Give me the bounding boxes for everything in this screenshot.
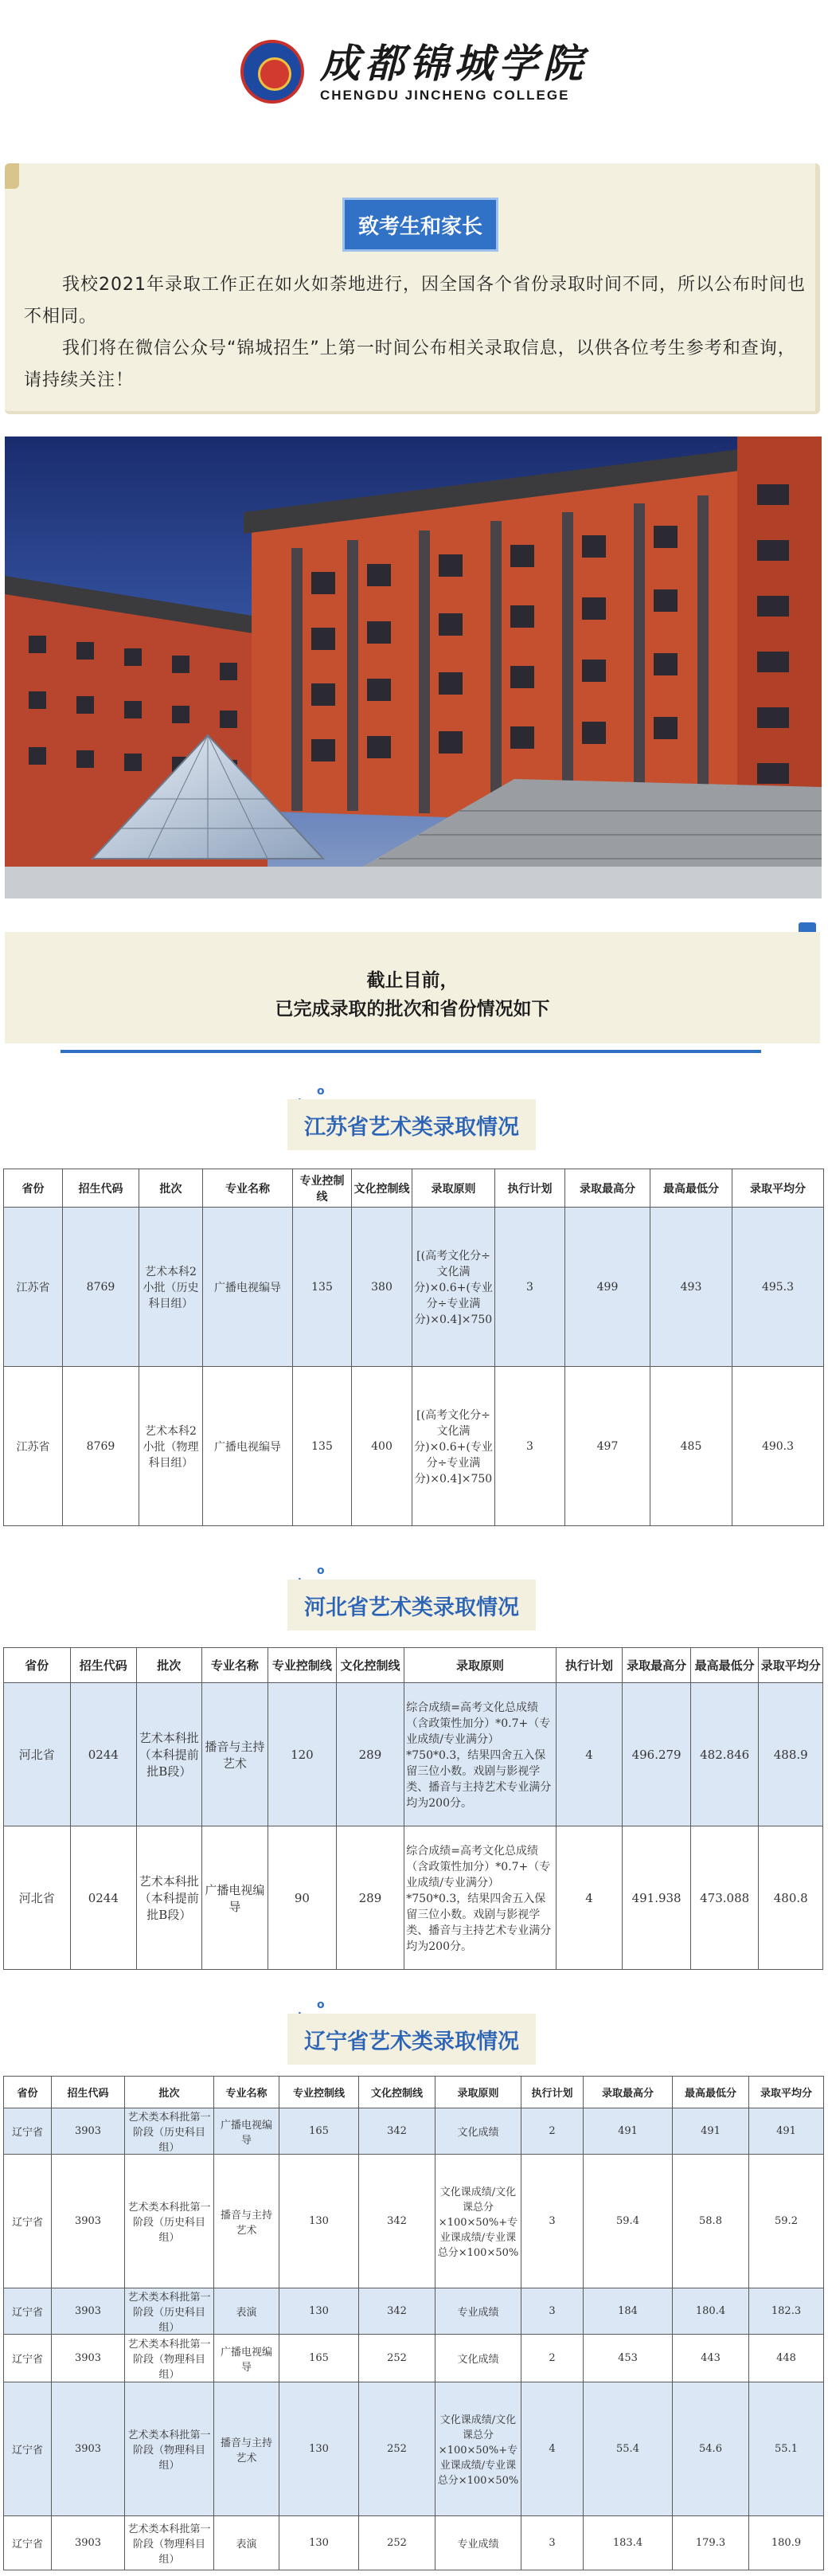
table-cell: 491: [749, 2108, 824, 2155]
table-cell: 120: [268, 1683, 337, 1826]
table-cell: 252: [359, 2335, 435, 2382]
table-cell: 135: [293, 1208, 352, 1367]
table-row: [4, 1208, 824, 1367]
table-cell: 3903: [52, 2335, 125, 2382]
table-cell: 艺术类本科批第一阶段（历史科目组）: [125, 2108, 214, 2155]
header-cell: 录取原则: [435, 2077, 521, 2108]
table-cell: 3903: [52, 2516, 125, 2570]
table-cell: 播音与主持艺术: [201, 1683, 268, 1826]
header-cell: 专业控制线: [268, 1648, 337, 1683]
table-cell: 380: [352, 1208, 412, 1367]
table-cell: 3903: [52, 2288, 125, 2335]
table-cell: 488.9: [759, 1683, 823, 1826]
table-cell: 495.3: [732, 1208, 824, 1367]
table-cell: 3903: [52, 2382, 125, 2516]
table-cell: 广播电视编导: [203, 1208, 293, 1367]
header-cell: 批次: [139, 1169, 203, 1208]
table-cell: 3: [521, 2516, 584, 2570]
table-cell: 342: [359, 2155, 435, 2288]
table-cell: 2: [521, 2108, 584, 2155]
header-cell: 执行计划: [495, 1169, 565, 1208]
table-cell: 艺术本科2小批（历史科目组）: [139, 1208, 203, 1367]
table-cell: 文化成绩: [435, 2335, 521, 2382]
table-cell: 8769: [63, 1208, 139, 1367]
table-cell: 130: [279, 2288, 359, 2335]
header-cell: 文化控制线: [359, 2077, 435, 2108]
header-cell: 省份: [4, 1648, 71, 1683]
table-cell: 辽宁省: [4, 2382, 52, 2516]
table-cell: 400: [352, 1367, 412, 1526]
table-cell: [(高考文化分÷文化满分)×0.6+(专业分÷专业满分)×0.4]×750: [412, 1367, 495, 1526]
table-cell: 289: [336, 1683, 404, 1826]
header-cell: 批次: [137, 1648, 202, 1683]
table-row: [4, 2108, 824, 2155]
header-cell: 录取最高分: [623, 1648, 691, 1683]
table-cell: 播音与主持艺术: [214, 2155, 279, 2288]
header-cell: 录取平均分: [759, 1648, 823, 1683]
status-divider: [61, 1050, 761, 1053]
table-cell: 河北省: [4, 1826, 71, 1970]
notice-card: [5, 163, 820, 414]
table-cell: 3: [521, 2155, 584, 2288]
notice-title: 致考生和家长: [342, 198, 498, 252]
table-cell: 480.8: [759, 1826, 823, 1970]
header-cell: 批次: [125, 2077, 214, 2108]
table-cell: 342: [359, 2108, 435, 2155]
table-cell: 艺术本科批（本科提前批B段）: [137, 1683, 202, 1826]
table-cell: 3: [495, 1208, 565, 1367]
table-cell: 491: [673, 2108, 749, 2155]
header-cell: 录取平均分: [749, 2077, 824, 2108]
header-cell: 招生代码: [63, 1169, 139, 1208]
table-cell: 艺术类本科批第一阶段（物理科目组）: [125, 2382, 214, 2516]
college-header: [0, 0, 828, 143]
circle-decoration-icon: o: [317, 1085, 325, 1098]
table-cell: 130: [279, 2155, 359, 2288]
table-row: [4, 2288, 824, 2335]
campus-building-photo: [5, 437, 822, 898]
table-cell: 0244: [70, 1826, 137, 1970]
header-cell: 录取原则: [404, 1648, 557, 1683]
table-cell: 55.4: [584, 2382, 673, 2516]
table-row: [4, 2155, 824, 2288]
header-cell: 专业名称: [201, 1648, 268, 1683]
table-cell: 播音与主持艺术: [214, 2382, 279, 2516]
table-cell: 江苏省: [4, 1208, 63, 1367]
table-cell: 252: [359, 2516, 435, 2570]
table-cell: 497: [565, 1367, 650, 1526]
table-header-row: [4, 1169, 824, 1208]
table-cell: 辽宁省: [4, 2108, 52, 2155]
table-cell: 广播电视编导: [201, 1826, 268, 1970]
table-row: [4, 2382, 824, 2516]
table-cell: 河北省: [4, 1683, 71, 1826]
table-cell: 130: [279, 2516, 359, 2570]
status-line-2: 已完成录取的批次和省份情况如下: [275, 999, 550, 1020]
table-cell: 453: [584, 2335, 673, 2382]
header-cell: 执行计划: [556, 1648, 623, 1683]
table-cell: 342: [359, 2288, 435, 2335]
header-cell: 最高最低分: [673, 2077, 749, 2108]
header-cell: 专业名称: [203, 1169, 293, 1208]
table-cell: 4: [556, 1826, 623, 1970]
table-cell: 4: [521, 2382, 584, 2516]
table-cell: 496.279: [623, 1683, 691, 1826]
table-cell: 4: [556, 1683, 623, 1826]
header-cell: 招生代码: [52, 2077, 125, 2108]
table-cell: 0244: [70, 1683, 137, 1826]
table-cell: 165: [279, 2335, 359, 2382]
table-cell: 90: [268, 1826, 337, 1970]
table-row: [4, 1683, 823, 1826]
table-cell: 180.4: [673, 2288, 749, 2335]
table-cell: 艺术类本科批第一阶段（历史科目组）: [125, 2288, 214, 2335]
table-cell: 8769: [63, 1367, 139, 1526]
table-cell: 广播电视编导: [203, 1367, 293, 1526]
header-cell: 专业名称: [214, 2077, 279, 2108]
header-cell: 省份: [4, 2077, 52, 2108]
liaoning-section-title: 辽宁省艺术类录取情况: [287, 2014, 536, 2065]
table-cell: 辽宁省: [4, 2335, 52, 2382]
table-cell: 艺术本科2小批（物理科目组）: [139, 1367, 203, 1526]
liaoning-admission-table: [3, 2076, 824, 2570]
header-cell: 最高最低分: [690, 1648, 759, 1683]
status-line-1: 截止目前，: [366, 970, 459, 991]
table-cell: 59.2: [749, 2155, 824, 2288]
table-cell: 辽宁省: [4, 2288, 52, 2335]
hebei-section-title: 河北省艺术类录取情况: [287, 1580, 536, 1631]
table-cell: 艺术类本科批第一阶段（物理科目组）: [125, 2335, 214, 2382]
table-cell: 59.4: [584, 2155, 673, 2288]
header-cell: 录取原则: [412, 1169, 495, 1208]
table-cell: 综合成绩=高考文化总成绩（含政策性加分）*0.7+（专业成绩/专业满分）*750*0.3，结果四舍五入保留三位小数。戏剧与影视学类、播音与主持艺术专业满分均为200分。: [404, 1683, 557, 1826]
logo-english-name: CHENGDU JINCHENG COLLEGE: [320, 88, 570, 103]
table-cell: 448: [749, 2335, 824, 2382]
table-cell: 艺术本科批（本科提前批B段）: [137, 1826, 202, 1970]
table-cell: 文化成绩: [435, 2108, 521, 2155]
table-cell: 表演: [214, 2516, 279, 2570]
table-cell: 文化课成绩/文化课总分×100×50%+专业课成绩/专业课总分×100×50%: [435, 2155, 521, 2288]
table-cell: 综合成绩=高考文化总成绩（含政策性加分）*0.7+（专业成绩/专业满分）*750*0.3，结果四舍五入保留三位小数。戏剧与影视学类、播音与主持艺术专业满分均为200分。: [404, 1826, 557, 1970]
table-cell: 499: [565, 1208, 650, 1367]
table-cell: 58.8: [673, 2155, 749, 2288]
table-cell: 482.846: [690, 1683, 759, 1826]
header-cell: 录取平均分: [732, 1169, 824, 1208]
table-cell: [(高考文化分÷文化满分)×0.6+(专业分÷专业满分)×0.4]×750: [412, 1208, 495, 1367]
table-row: [4, 2516, 824, 2570]
table-header-row: [4, 2077, 824, 2108]
jiangsu-section-title: 江苏省艺术类录取情况: [287, 1099, 536, 1150]
table-cell: 55.1: [749, 2382, 824, 2516]
header-cell: 文化控制线: [336, 1648, 404, 1683]
table-cell: 江苏省: [4, 1367, 63, 1526]
college-logo-text: [320, 40, 588, 104]
logo-chinese-name: 成都锦城学院: [320, 40, 588, 87]
table-cell: 文化课成绩/文化课总分×100×50%+专业课成绩/专业课总分×100×50%: [435, 2382, 521, 2516]
table-cell: 广播电视编导: [214, 2335, 279, 2382]
header-cell: 执行计划: [521, 2077, 584, 2108]
table-cell: 3903: [52, 2108, 125, 2155]
table-cell: 180.9: [749, 2516, 824, 2570]
table-row: [4, 2335, 824, 2382]
table-cell: 3: [495, 1367, 565, 1526]
table-cell: 473.088: [690, 1826, 759, 1970]
table-cell: 485: [650, 1367, 732, 1526]
header-cell: 招生代码: [70, 1648, 137, 1683]
status-card: [5, 932, 820, 1043]
header-cell: 文化控制线: [352, 1169, 412, 1208]
table-cell: 183.4: [584, 2516, 673, 2570]
table-cell: 54.6: [673, 2382, 749, 2516]
table-cell: 130: [279, 2382, 359, 2516]
table-cell: 艺术类本科批第一阶段（历史科目组）: [125, 2155, 214, 2288]
table-cell: 165: [279, 2108, 359, 2155]
header-cell: 省份: [4, 1169, 63, 1208]
header-cell: 录取最高分: [584, 2077, 673, 2108]
corner-decoration: [5, 163, 19, 189]
table-cell: 182.3: [749, 2288, 824, 2335]
table-cell: 490.3: [732, 1367, 824, 1526]
table-cell: 135: [293, 1367, 352, 1526]
table-cell: 493: [650, 1208, 732, 1367]
header-cell: 录取最高分: [565, 1169, 650, 1208]
table-row: [4, 1367, 824, 1526]
table-cell: 491.938: [623, 1826, 691, 1970]
circle-decoration-icon: o: [317, 1564, 325, 1577]
table-row: [4, 1826, 823, 1970]
table-cell: 艺术类本科批第一阶段（物理科目组）: [125, 2516, 214, 2570]
hebei-admission-table: [3, 1647, 823, 1970]
table-cell: 179.3: [673, 2516, 749, 2570]
notice-paragraph-2: 我们将在微信公众号“锦城招生”上第一时间公布相关录取信息，以供各位考生参考和查询，请持续关注！: [24, 339, 796, 390]
table-cell: 3: [521, 2288, 584, 2335]
table-cell: 专业成绩: [435, 2516, 521, 2570]
table-cell: 专业成绩: [435, 2288, 521, 2335]
table-cell: 广播电视编导: [214, 2108, 279, 2155]
table-cell: 2: [521, 2335, 584, 2382]
table-cell: 443: [673, 2335, 749, 2382]
college-seal-icon: [240, 40, 304, 104]
table-cell: 表演: [214, 2288, 279, 2335]
circle-decoration-icon: o: [317, 1999, 325, 2011]
header-cell: 最高最低分: [650, 1169, 732, 1208]
notice-paragraph-1: 我校2021年录取工作正在如火如荼地进行，因全国各个省份录取时间不同，所以公布时间也不相同。: [24, 275, 806, 327]
table-cell: 辽宁省: [4, 2516, 52, 2570]
table-cell: 252: [359, 2382, 435, 2516]
jiangsu-admission-table: [3, 1169, 824, 1526]
header-cell: 专业控制线: [279, 2077, 359, 2108]
table-cell: 辽宁省: [4, 2155, 52, 2288]
table-cell: 289: [336, 1826, 404, 1970]
header-cell: 专业控制线: [293, 1169, 352, 1208]
table-cell: 184: [584, 2288, 673, 2335]
table-cell: 3903: [52, 2155, 125, 2288]
table-cell: 491: [584, 2108, 673, 2155]
table-header-row: [4, 1648, 823, 1683]
